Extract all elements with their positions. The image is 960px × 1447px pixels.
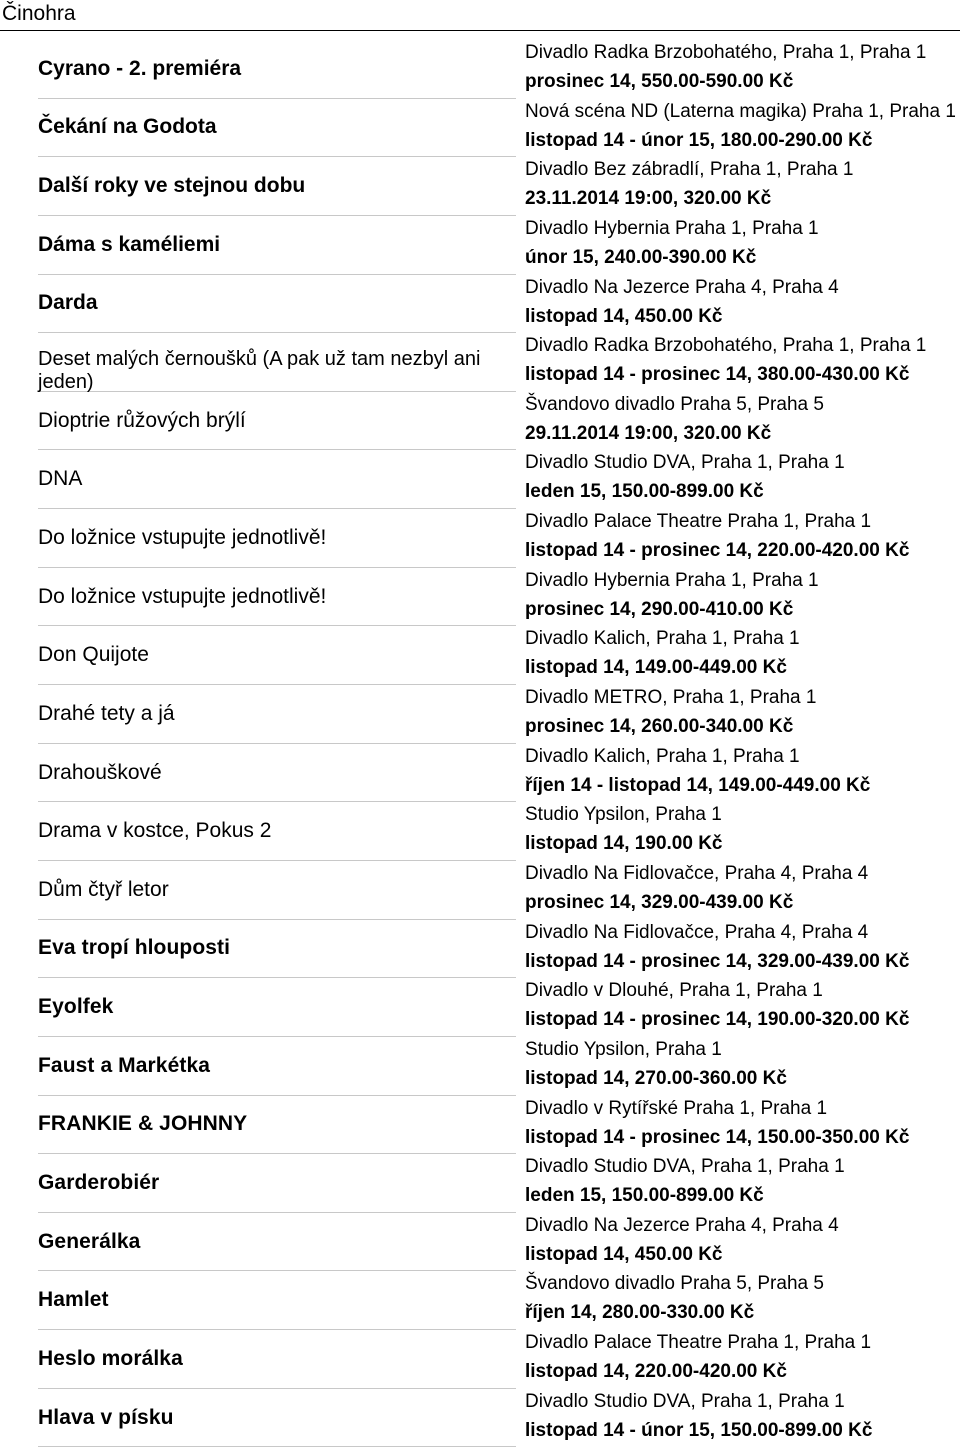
event-info — [525, 1330, 960, 1384]
event-title-cell — [38, 744, 516, 803]
event-venue: Nová scéna ND (Laterna magika) Praha 1, Praha 1 — [525, 100, 956, 122]
page-header — [0, 0, 960, 31]
event-dates-price: listopad 14 - únor 15, 180.00-290.00 Kč — [525, 129, 873, 151]
event-row — [0, 275, 960, 334]
event-dates-price: listopad 14 - prosinec 14, 150.00-350.00 Kč — [525, 1126, 910, 1148]
event-title-cell — [38, 1096, 516, 1155]
event-title-cell — [38, 568, 516, 627]
event-title-cell — [38, 333, 516, 392]
event-title-cell — [38, 626, 516, 685]
event-info — [525, 333, 960, 387]
event-info — [525, 1037, 960, 1091]
event-venue: Studio Ypsilon, Praha 1 — [525, 1038, 722, 1060]
event-title[interactable]: FRANKIE & JOHNNY — [38, 1112, 248, 1136]
event-dates-price: listopad 14, 450.00 Kč — [525, 305, 723, 327]
event-info — [525, 685, 960, 739]
event-info — [525, 920, 960, 974]
event-row — [0, 99, 960, 158]
event-venue: Divadlo Radka Brzobohatého, Praha 1, Praha 1 — [525, 42, 927, 63]
event-dates-price: listopad 14, 450.00 Kč — [525, 1243, 723, 1265]
event-title-cell — [38, 392, 516, 451]
event-row — [0, 1271, 960, 1330]
event-title[interactable]: Heslo morálka — [38, 1346, 183, 1370]
event-info — [525, 802, 960, 856]
event-dates-price: prosinec 14, 260.00-340.00 Kč — [525, 716, 794, 738]
event-info — [525, 978, 960, 1032]
event-dates-price: prosinec 14, 329.00-439.00 Kč — [525, 891, 794, 913]
event-venue: Švandovo divadlo Praha 5, Praha 5 — [525, 393, 824, 415]
event-row — [0, 861, 960, 920]
event-dates-price: listopad 14 - prosinec 14, 220.00-420.00 Kč — [525, 540, 910, 562]
event-dates-price: listopad 14 - prosinec 14, 329.00-439.00 Kč — [525, 950, 910, 972]
event-dates-price: listopad 14, 149.00-449.00 Kč — [525, 657, 787, 679]
event-row — [0, 40, 960, 99]
event-row — [0, 216, 960, 275]
event-title[interactable]: Eva tropí hlouposti — [38, 936, 231, 960]
event-row — [0, 1037, 960, 1096]
event-title-cell — [38, 978, 516, 1037]
event-title[interactable]: Do ložnice vstupujte jednotlivě! — [38, 584, 327, 608]
event-dates-price: listopad 14, 270.00-360.00 Kč — [525, 1067, 787, 1089]
event-row — [0, 626, 960, 685]
event-venue: Studio Ypsilon, Praha 1 — [525, 804, 722, 826]
event-title[interactable]: Drahé tety a já — [38, 701, 175, 725]
event-title-cell — [38, 1154, 516, 1213]
event-venue: Divadlo METRO, Praha 1, Praha 1 — [525, 687, 817, 709]
event-row — [0, 744, 960, 803]
event-info — [525, 1271, 960, 1325]
event-title[interactable]: Dioptrie růžových brýlí — [38, 408, 246, 432]
event-venue: Divadlo v Dlouhé, Praha 1, Praha 1 — [525, 980, 823, 1002]
event-row — [0, 920, 960, 979]
event-dates-price: říjen 14 - listopad 14, 149.00-449.00 Kč — [525, 774, 871, 796]
event-info — [525, 626, 960, 680]
event-venue: Divadlo Na Fidlovačce, Praha 4, Praha 4 — [525, 862, 869, 884]
event-info — [525, 40, 960, 94]
event-dates-price: prosinec 14, 550.00-590.00 Kč — [525, 71, 794, 92]
event-title-cell — [38, 1213, 516, 1272]
event-venue: Divadlo Palace Theatre Praha 1, Praha 1 — [525, 1332, 872, 1354]
event-row — [0, 1330, 960, 1389]
event-row — [0, 685, 960, 744]
event-title-cell — [38, 40, 516, 99]
event-info — [525, 861, 960, 915]
event-row — [0, 157, 960, 216]
event-info — [525, 216, 960, 270]
event-title[interactable]: Eyolfek — [38, 995, 114, 1019]
event-row — [0, 392, 960, 451]
event-title-cell — [38, 1330, 516, 1389]
event-row — [0, 1213, 960, 1272]
event-info — [525, 509, 960, 563]
event-venue: Divadlo Studio DVA, Praha 1, Praha 1 — [525, 1156, 845, 1178]
event-row — [0, 509, 960, 568]
event-title[interactable]: Drama v kostce, Pokus 2 — [38, 819, 272, 843]
event-title[interactable]: Hamlet — [38, 1288, 109, 1312]
event-title-cell — [38, 450, 516, 509]
event-venue: Divadlo Bez zábradlí, Praha 1, Praha 1 — [525, 159, 854, 181]
event-info — [525, 744, 960, 798]
event-row — [0, 978, 960, 1037]
event-venue: Divadlo Studio DVA, Praha 1, Praha 1 — [525, 1390, 845, 1412]
event-dates-price: leden 15, 150.00-899.00 Kč — [525, 481, 764, 503]
event-row — [0, 568, 960, 627]
event-row — [0, 802, 960, 861]
event-title[interactable]: Cyrano - 2. premiéra — [38, 56, 242, 80]
event-info — [525, 1213, 960, 1267]
event-info — [525, 99, 960, 153]
event-title-cell — [38, 1389, 516, 1447]
event-dates-price: únor 15, 240.00-390.00 Kč — [525, 246, 757, 268]
event-title-cell — [38, 99, 516, 158]
event-title[interactable]: Další roky ve stejnou dobu — [38, 174, 306, 198]
event-row — [0, 1096, 960, 1155]
event-row — [0, 450, 960, 509]
event-info — [525, 568, 960, 622]
event-title[interactable]: Garderobiér — [38, 1170, 160, 1194]
event-venue: Divadlo Palace Theatre Praha 1, Praha 1 — [525, 511, 872, 533]
event-venue: Divadlo Kalich, Praha 1, Praha 1 — [525, 745, 800, 767]
event-title[interactable]: Drahouškové — [38, 760, 162, 784]
event-dates-price: listopad 14 - únor 15, 150.00-899.00 Kč — [525, 1419, 873, 1441]
event-title[interactable]: DNA — [38, 467, 83, 491]
event-venue: Divadlo Radka Brzobohatého, Praha 1, Praha 1 — [525, 335, 927, 357]
event-title-cell — [38, 1037, 516, 1096]
event-title-cell — [38, 861, 516, 920]
event-title[interactable]: Dům čtyř letor — [38, 877, 169, 901]
event-title[interactable]: Darda — [38, 291, 98, 315]
event-dates-price: listopad 14 - prosinec 14, 190.00-320.00 Kč — [525, 1009, 910, 1031]
event-dates-price: prosinec 14, 290.00-410.00 Kč — [525, 598, 794, 620]
event-venue: Divadlo Hybernia Praha 1, Praha 1 — [525, 569, 819, 591]
event-venue: Divadlo Na Fidlovačce, Praha 4, Praha 4 — [525, 921, 869, 943]
event-dates-price: říjen 14, 280.00-330.00 Kč — [525, 1302, 755, 1324]
event-dates-price: 29.11.2014 19:00, 320.00 Kč — [525, 422, 772, 444]
event-venue: Divadlo Na Jezerce Praha 4, Praha 4 — [525, 1214, 839, 1236]
event-title[interactable]: Do ložnice vstupujte jednotlivě! — [38, 525, 327, 549]
page-title: Činohra — [2, 2, 76, 25]
event-info — [525, 157, 960, 211]
event-venue: Divadlo Kalich, Praha 1, Praha 1 — [525, 628, 800, 650]
event-title-cell — [38, 216, 516, 275]
event-info — [525, 1389, 960, 1443]
event-list — [0, 40, 960, 1447]
event-venue: Divadlo Na Jezerce Praha 4, Praha 4 — [525, 276, 839, 298]
event-venue: Divadlo Studio DVA, Praha 1, Praha 1 — [525, 452, 845, 474]
event-title[interactable]: Hlava v písku — [38, 1405, 174, 1429]
event-row — [0, 1154, 960, 1213]
event-title[interactable]: Deset malých černoušků (A pak už tam nezbyl ani jeden) — [38, 348, 481, 394]
event-title-cell — [38, 509, 516, 568]
event-title-cell — [38, 685, 516, 744]
event-info — [525, 392, 960, 446]
event-title-cell — [38, 802, 516, 861]
event-dates-price: listopad 14, 190.00 Kč — [525, 833, 723, 855]
event-title-cell — [38, 1271, 516, 1330]
event-title[interactable]: Faust a Markétka — [38, 1053, 211, 1077]
event-info — [525, 450, 960, 504]
event-venue: Švandovo divadlo Praha 5, Praha 5 — [525, 1273, 824, 1295]
event-info — [525, 1154, 960, 1208]
event-title[interactable]: Don Quijote — [38, 643, 149, 667]
event-dates-price: listopad 14 - prosinec 14, 380.00-430.00 Kč — [525, 364, 910, 386]
event-title-cell — [38, 920, 516, 979]
event-info — [525, 275, 960, 329]
event-title-cell — [38, 157, 516, 216]
event-title[interactable]: Generálka — [38, 1229, 141, 1253]
event-title[interactable]: Dáma s kaméliemi — [38, 232, 221, 256]
event-title[interactable]: Čekání na Godota — [38, 115, 217, 139]
event-row — [0, 333, 960, 392]
event-dates-price: listopad 14, 220.00-420.00 Kč — [525, 1361, 787, 1383]
event-info — [525, 1096, 960, 1150]
event-title-cell — [38, 275, 516, 334]
event-venue: Divadlo Hybernia Praha 1, Praha 1 — [525, 217, 819, 239]
event-dates-price: 23.11.2014 19:00, 320.00 Kč — [525, 188, 772, 210]
event-dates-price: leden 15, 150.00-899.00 Kč — [525, 1185, 764, 1207]
event-venue: Divadlo v Rytířské Praha 1, Praha 1 — [525, 1097, 828, 1119]
event-row — [0, 1389, 960, 1447]
